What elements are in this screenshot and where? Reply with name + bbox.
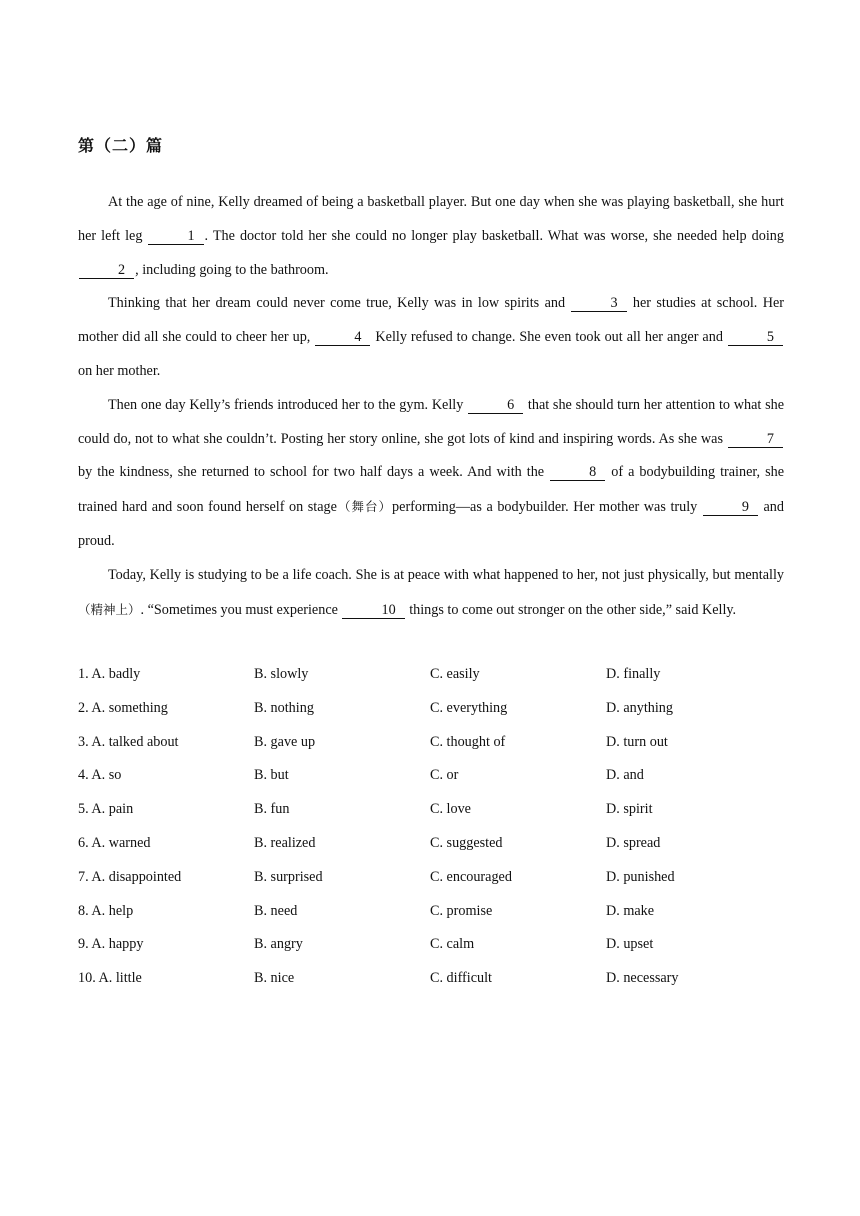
passage-text: things to come out stronger on the other side,” said Kelly.: [405, 601, 737, 618]
option-row: [78, 861, 784, 895]
blank-6: 6: [468, 397, 523, 414]
passage-text: Thinking that her dream could never come true, Kelly was in low spirits and: [108, 295, 571, 312]
option-d: D. turn out: [606, 733, 668, 750]
section-heading: 第（二）篇: [78, 136, 164, 155]
option-b: B. nice: [254, 970, 295, 987]
option-a: 2. A. something: [78, 699, 168, 716]
option-b: B. fun: [254, 801, 290, 818]
option-c: C. difficult: [430, 970, 493, 987]
option-b: B. gave up: [254, 733, 316, 750]
option-c: C. or: [430, 767, 459, 784]
option-d: D. spirit: [606, 801, 653, 818]
option-a: 4. A. so: [78, 767, 122, 784]
blank-2: 2: [79, 262, 134, 279]
option-b: B. realized: [254, 834, 316, 851]
cloze-passage: [78, 186, 784, 627]
blank-4: 4: [315, 329, 370, 346]
passage-text: her studies at school. Her mother did all she could to cheer her up,: [78, 295, 784, 346]
option-c: C. love: [430, 801, 471, 818]
option-a: 10. A. little: [78, 970, 142, 987]
option-b: B. slowly: [254, 666, 309, 682]
option-d: D. finally: [606, 666, 661, 682]
option-row: [78, 726, 784, 760]
option-row: [78, 658, 784, 692]
option-row: [78, 793, 784, 827]
option-c: C. promise: [430, 902, 493, 919]
option-b: B. but: [254, 767, 289, 784]
option-d: D. upset: [606, 936, 654, 953]
passage-text: performing—as a bodybuilder. Her mother was truly: [392, 499, 702, 516]
passage-text: Kelly refused to change. She even took out all her anger and: [371, 329, 727, 346]
option-b: B. need: [254, 902, 298, 919]
passage-text: and proud.: [78, 499, 784, 549]
blank-10: 10: [342, 602, 404, 619]
blank-9: 9: [703, 499, 758, 516]
option-b: B. surprised: [254, 868, 323, 885]
option-a: 6. A. warned: [78, 834, 151, 851]
option-d: D. punished: [606, 868, 675, 885]
option-d: D. anything: [606, 699, 673, 716]
passage-paragraph-4: [78, 559, 784, 628]
option-row: [78, 692, 784, 726]
passage-text: . The doctor told her she could no longer play basketball. What was worse, she needed help doing: [204, 227, 784, 244]
option-a: 8. A. help: [78, 902, 134, 919]
option-b: B. angry: [254, 936, 303, 953]
passage-paragraph-1: [78, 186, 784, 287]
passage-text: by the kindness, she returned to school for two half days a week. And with the: [78, 464, 550, 481]
passage-text: of a bodybuilding trainer, she trained hard and soon found herself on stage: [78, 464, 784, 516]
option-a: 3. A. talked about: [78, 733, 179, 750]
passage-text: At the age of nine, Kelly dreamed of being a basketball player. But one day when she was playing basketball, she hurt her left leg: [78, 194, 784, 244]
passage-text: Today, Kelly is studying to be a life coach. She is at peace with what happened to her, not just physically, but mentally: [108, 566, 784, 583]
option-d: D. and: [606, 767, 644, 784]
option-a: 7. A. disappointed: [78, 868, 182, 885]
option-c: C. calm: [430, 936, 475, 953]
option-row: [78, 928, 784, 962]
option-c: C. easily: [430, 666, 480, 682]
option-c: C. everything: [430, 699, 508, 716]
gloss-annotation: （舞台）: [336, 499, 393, 515]
passage-paragraph-2: [78, 287, 784, 388]
passage-text: that she should turn her attention to what she could do, not to what she couldn’t. Posting her story online, she got lots of kind and inspiring words. As she was: [78, 396, 784, 447]
option-row: [78, 895, 784, 929]
passage-text: Then one day Kelly’s friends introduced her to the gym. Kelly: [108, 396, 468, 413]
passage-paragraph-3: [78, 389, 784, 559]
option-c: C. suggested: [430, 834, 503, 851]
option-b: B. nothing: [254, 699, 314, 716]
option-d: D. necessary: [606, 970, 679, 987]
blank-8: 8: [550, 464, 605, 481]
passage-text: on her mother.: [78, 362, 161, 379]
option-a: 9. A. happy: [78, 936, 144, 953]
option-d: D. make: [606, 902, 655, 919]
blank-7: 7: [728, 431, 783, 448]
option-a: 5. A. pain: [78, 801, 134, 818]
answer-options: [78, 658, 784, 996]
option-row: [78, 962, 784, 996]
option-d: D. spread: [606, 834, 661, 851]
blank-5: 5: [728, 329, 783, 346]
option-row: [78, 827, 784, 861]
passage-text: . “Sometimes you must experience: [140, 601, 342, 618]
blank-3: 3: [571, 295, 626, 312]
option-a: 1. A. badly: [78, 666, 141, 682]
gloss-annotation: （精神上）: [78, 601, 141, 617]
blank-1: 1: [148, 228, 203, 245]
option-c: C. encouraged: [430, 868, 512, 885]
option-row: [78, 759, 784, 793]
option-c: C. thought of: [430, 733, 506, 750]
passage-text: , including going to the bathroom.: [135, 261, 329, 278]
